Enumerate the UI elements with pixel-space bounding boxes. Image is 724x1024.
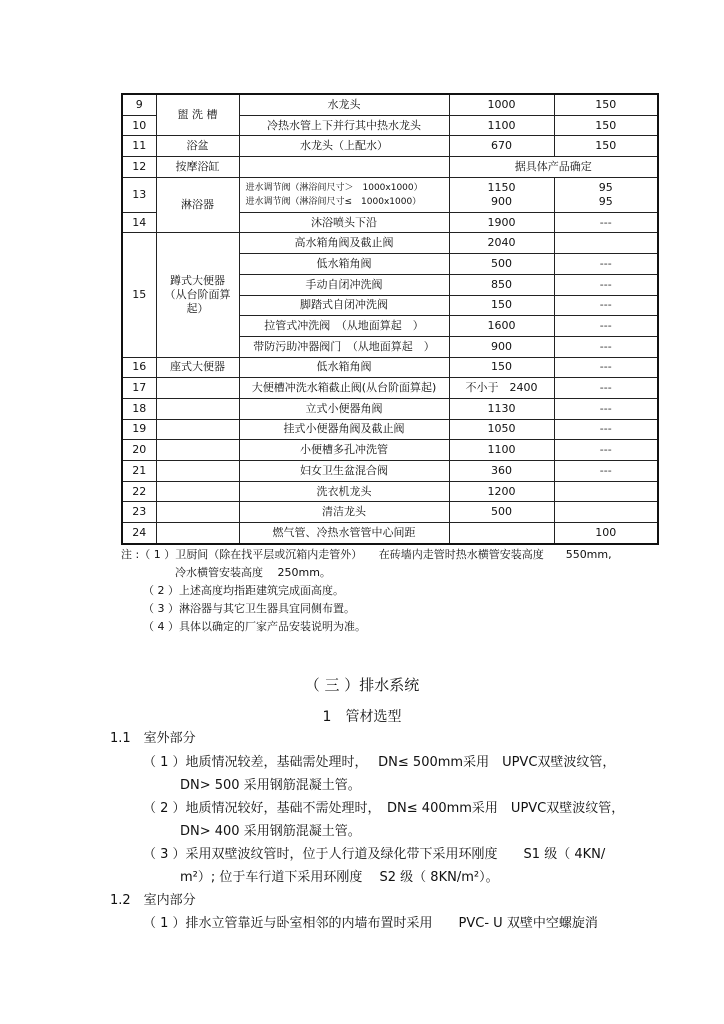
spacing-line: 95 — [598, 194, 613, 208]
height: 1900 — [449, 212, 554, 233]
fixture-name — [156, 461, 239, 482]
item: 脚踏式自闭冲洗阀 — [239, 295, 449, 316]
item: 挂式小便器角阀及截止阀 — [239, 419, 449, 440]
table-row — [122, 177, 658, 212]
fixture-name — [156, 419, 239, 440]
item: 清洁龙头 — [239, 502, 449, 523]
spacing — [554, 502, 658, 523]
spacing — [554, 177, 658, 212]
height: 1100 — [449, 440, 554, 461]
spacing: --- — [554, 440, 658, 461]
note-1-cont: 冷水横管安装高度 250mm。 — [175, 566, 331, 579]
table-row — [122, 398, 658, 419]
fixture-name — [156, 523, 239, 544]
height: 500 — [449, 254, 554, 275]
table-row — [122, 502, 658, 523]
item — [239, 177, 449, 212]
fixture-name: 座式大便器 — [156, 357, 239, 378]
row-no: 14 — [122, 212, 156, 233]
item: 沐浴喷头下沿 — [239, 212, 449, 233]
subsection-title: 1 管材选型 — [322, 709, 402, 725]
item: 燃气管、冷热水管管中心间距 — [239, 523, 449, 544]
item: 水龙头（上配水） — [239, 136, 449, 157]
row-no: 9 — [122, 94, 156, 115]
row-no: 13 — [122, 177, 156, 212]
paragraph: m²）; 位于车行道下采用环刚度 S2 级（ 8KN/m²）。 — [180, 870, 499, 885]
paragraph: DN> 500 采用钢筋混凝土管。 — [180, 778, 361, 793]
height: 1600 — [449, 316, 554, 337]
height: 1200 — [449, 481, 554, 502]
spacing: --- — [554, 357, 658, 378]
spacing: 150 — [554, 136, 658, 157]
item-line: 进水调节阀（淋浴间尺寸＞ 1000x1000） — [245, 182, 423, 193]
spacing: --- — [554, 254, 658, 275]
item: 低水箱角阀 — [239, 254, 449, 275]
paragraph: （ 2 ）地质情况较好，基础不需处理时， DN≤ 400mm采用 UPVC双壁波纹管， — [143, 801, 625, 816]
paragraph: （ 3 ）采用双壁波纹管时，位于人行道及绿化带下采用环刚度 S1 级（ 4KN/ — [143, 847, 606, 862]
item-line: 进水调节阀（淋浴间尺寸≤ 1000x1000） — [245, 196, 422, 207]
spacing: --- — [554, 378, 658, 399]
row-no: 20 — [122, 440, 156, 461]
note-4: （ 4 ）具体以确定的厂家产品安装说明为准。 — [143, 620, 366, 633]
table-row — [122, 157, 658, 178]
section-title: （ 三 ）排水系统 — [304, 676, 420, 694]
spacing: --- — [554, 336, 658, 357]
table-row — [122, 523, 658, 544]
height: 1100 — [449, 115, 554, 136]
spacing — [554, 233, 658, 254]
note-1: 注 :（ 1 ）卫厨间（除在找平层或沉箱内走管外） 在砖墙内走管时热水横管安装高度 550mm, — [121, 548, 612, 561]
spacing: --- — [554, 316, 658, 337]
row-no: 18 — [122, 398, 156, 419]
item: 低水箱角阀 — [239, 357, 449, 378]
spacing: --- — [554, 461, 658, 482]
item: 带防污助冲器阀门 （从地面算起 ） — [239, 336, 449, 357]
height: 670 — [449, 136, 554, 157]
height-line: 1150 — [487, 180, 516, 194]
item: 洗衣机龙头 — [239, 481, 449, 502]
item: 水龙头 — [239, 94, 449, 115]
row-no: 16 — [122, 357, 156, 378]
row-no: 24 — [122, 523, 156, 544]
height: 360 — [449, 461, 554, 482]
row-no: 21 — [122, 461, 156, 482]
fixture-height-table — [121, 93, 659, 545]
spacing: 150 — [554, 94, 658, 115]
height: 2040 — [449, 233, 554, 254]
row-no: 11 — [122, 136, 156, 157]
fixture-name: 盥 洗 槽 — [156, 94, 239, 136]
item: 手动自闭冲洗阀 — [239, 274, 449, 295]
paragraph: DN> 400 采用钢筋混凝土管。 — [180, 824, 361, 839]
row-no: 19 — [122, 419, 156, 440]
spacing: --- — [554, 274, 658, 295]
item: 高水箱角阀及截止阀 — [239, 233, 449, 254]
item: 冷热水管上下并行其中热水龙头 — [239, 115, 449, 136]
row-no: 15 — [122, 233, 156, 357]
height-line: 900 — [491, 194, 512, 208]
row-no: 17 — [122, 378, 156, 399]
fixture-name — [156, 398, 239, 419]
spacing — [554, 481, 658, 502]
table-row — [122, 440, 658, 461]
table-row — [122, 357, 658, 378]
height: 1130 — [449, 398, 554, 419]
height — [449, 523, 554, 544]
item: 拉管式冲洗阀 （从地面算起 ） — [239, 316, 449, 337]
height: 150 — [449, 295, 554, 316]
height — [449, 177, 554, 212]
spacing-line: 95 — [598, 180, 613, 194]
fixture-name — [156, 481, 239, 502]
fixture-name: 按摩浴缸 — [156, 157, 239, 178]
item: 妇女卫生盆混合阀 — [239, 461, 449, 482]
height: 900 — [449, 336, 554, 357]
height: 1000 — [449, 94, 554, 115]
fixture-name — [156, 378, 239, 399]
height: 850 — [449, 274, 554, 295]
item — [239, 157, 449, 178]
note-2: （ 2 ）上述高度均指距建筑完成面高度。 — [143, 584, 344, 597]
item: 小便槽多孔冲洗管 — [239, 440, 449, 461]
note-3: （ 3 ）淋浴器与其它卫生器具宜同侧布置。 — [143, 602, 355, 615]
table-row — [122, 94, 658, 115]
table-row — [122, 481, 658, 502]
table-row — [122, 378, 658, 399]
merged-note: 据具体产品确定 — [449, 157, 658, 178]
height: 1050 — [449, 419, 554, 440]
height: 500 — [449, 502, 554, 523]
fixture-name — [156, 440, 239, 461]
row-no: 12 — [122, 157, 156, 178]
row-no: 23 — [122, 502, 156, 523]
table-row — [122, 461, 658, 482]
table-row — [122, 419, 658, 440]
row-no: 10 — [122, 115, 156, 136]
fixture-name: 蹲式大便器（从台阶面算起） — [156, 233, 239, 357]
spacing: --- — [554, 212, 658, 233]
table-row — [122, 136, 658, 157]
row-no: 22 — [122, 481, 156, 502]
paragraph: （ 1 ）排水立管靠近与卧室相邻的内墙布置时采用 PVC- U 双壁中空螺旋消 — [143, 916, 598, 931]
fixture-name: 淋浴器 — [156, 177, 239, 233]
height: 150 — [449, 357, 554, 378]
spacing: --- — [554, 419, 658, 440]
spacing: --- — [554, 398, 658, 419]
heading-indoor: 1.2 室内部分 — [110, 893, 196, 908]
table-row — [122, 233, 658, 254]
item: 立式小便器角阀 — [239, 398, 449, 419]
height: 不小于 2400 — [449, 378, 554, 399]
spacing: 100 — [554, 523, 658, 544]
item: 大便槽冲洗水箱截止阀(从台阶面算起) — [239, 378, 449, 399]
spacing: 150 — [554, 115, 658, 136]
paragraph: （ 1 ）地质情况较差，基础需处理时， DN≤ 500mm采用 UPVC双壁波纹管， — [143, 755, 616, 770]
heading-outdoor: 1.1 室外部分 — [110, 731, 196, 746]
fixture-name: 浴盆 — [156, 136, 239, 157]
fixture-name — [156, 502, 239, 523]
spacing: --- — [554, 295, 658, 316]
